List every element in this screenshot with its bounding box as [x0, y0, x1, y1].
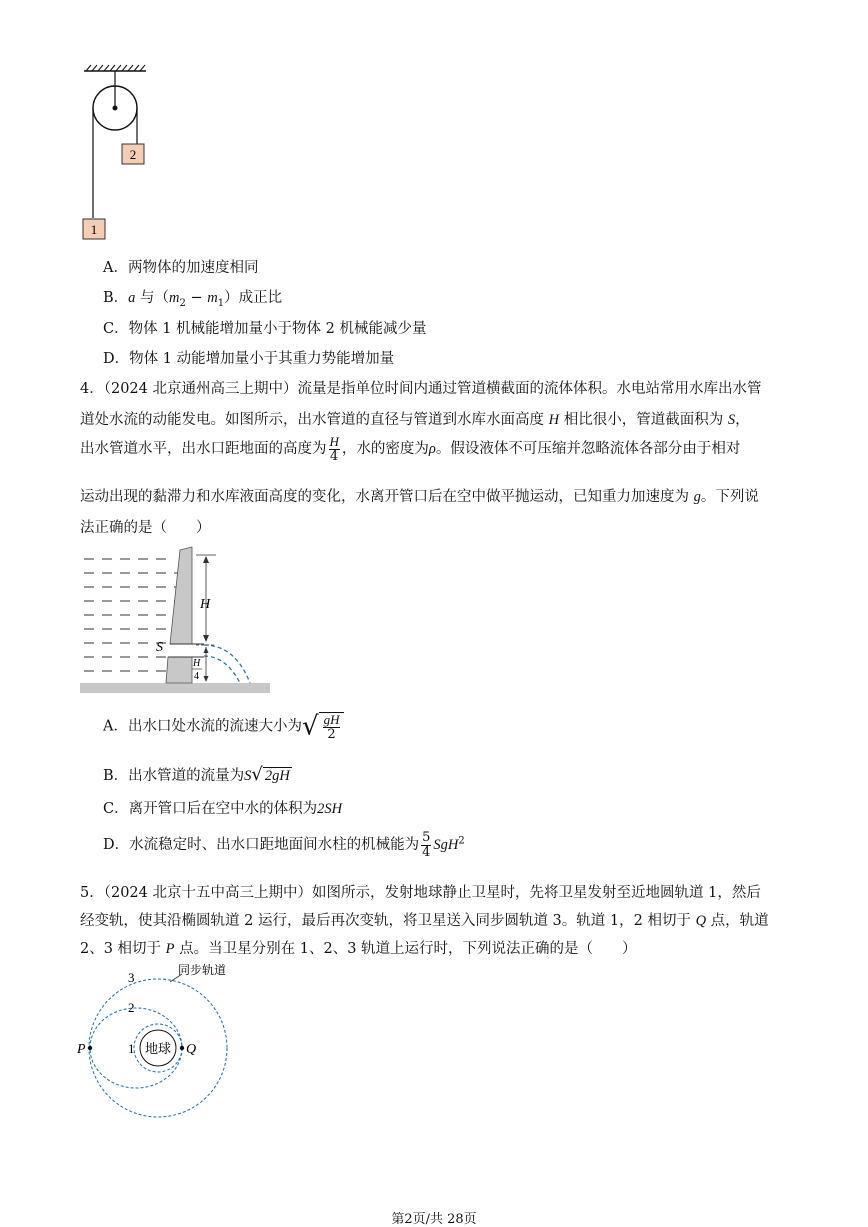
sync-orbit-label: 同步轨道 — [178, 963, 227, 977]
q4-line-3: 出水管道水平，出水口距地面的高度为 $\frac{H}{4}$ ，水的密度为ρ。假设液体不可压缩并忽略流体各部分由于相对 — [80, 434, 741, 464]
q4-option-d: D．水流稳定时、出水口距地面间水柱的机械能为 $\frac{5}{4}$ SgH$^2$ — [103, 830, 465, 860]
small-h-den: 4 — [194, 671, 199, 682]
reservoir-figure — [80, 545, 272, 695]
point-p-label: P — [77, 1042, 86, 1057]
fraction-h-over-4: $\frac{H}{4}$ — [329, 434, 339, 464]
orbit-figure — [74, 960, 244, 1120]
q3-option-d: D．物体 1 动能增加量小于其重力势能增加量 — [103, 351, 395, 367]
height-h-label: H — [200, 597, 211, 612]
q5-line-1: 5．（2024 北京十五中高三上期中）如图所示，发射地球静止卫星时，先将卫星发射至近地圆轨道 1，然后 — [80, 885, 761, 901]
q5-line-3: 2、3 相切于 P 点。当卫星分别在 1、2、3 轨道上运行时，下列说法正确的是（ ） — [80, 941, 637, 957]
orbit-3-label: 3 — [128, 970, 135, 985]
block-1-label: 1 — [90, 222, 98, 237]
q5-line-2: 经变轨，使其沿椭圆轨道 2 运行，最后再次变轨，将卫星送入同步圆轨道 3。轨道 1，2 相切于 Q 点，轨道 — [80, 913, 769, 929]
sqrt-gh-over-2: √ $\frac{gH}{2}$ — [302, 712, 344, 741]
q4-line-1: 4．（2024 北京通州高三上期中）流量是指单位时间内通过管道横截面的流体体积。水电站常用水库出水管 — [80, 381, 762, 397]
pulley-figure — [78, 62, 158, 248]
q3-option-a: A．两物体的加速度相同 — [103, 260, 259, 276]
q3-option-c: C．物体 1 机械能增加量小于物体 2 机械能减少量 — [103, 321, 427, 337]
orbit-2-label: 2 — [128, 1000, 135, 1015]
block-2-label: 2 — [129, 147, 137, 162]
q4-option-b: B．出水管道的流量为S√ 2gH — [103, 764, 290, 785]
q4-option-c: C．离开管口后在空中水的体积为2SH — [103, 801, 343, 817]
small-h-num: H — [193, 658, 201, 669]
point-q-label: Q — [186, 1042, 197, 1057]
q4-line-5: 法正确的是（ ） — [80, 520, 211, 536]
area-s-label: S — [156, 640, 163, 655]
fraction-5-over-4: $\frac{5}{4}$ — [422, 830, 431, 860]
q4-line-4: 运动出现的黏滞力和水库液面高度的变化，水离开管口后在空中做平抛运动，已知重力加速度为 g。下列说 — [80, 489, 759, 505]
q4-option-a: A．出水口处水流的流速大小为√ $\frac{gH}{2}$ — [103, 712, 344, 741]
earth-label: 地球 — [144, 1041, 172, 1056]
orbit-1-label: 1 — [128, 1041, 135, 1056]
q4-line-2: 道处水流的动能发电。如图所示，出水管道的直径与管道到水库水面高度 H 相比很小，管道截面积为 S， — [80, 412, 750, 428]
page-footer: 第2页/共 28页 — [391, 1212, 477, 1227]
q3-option-b: B．a 与$(m_2 - m_1)$成正比 — [103, 290, 283, 309]
